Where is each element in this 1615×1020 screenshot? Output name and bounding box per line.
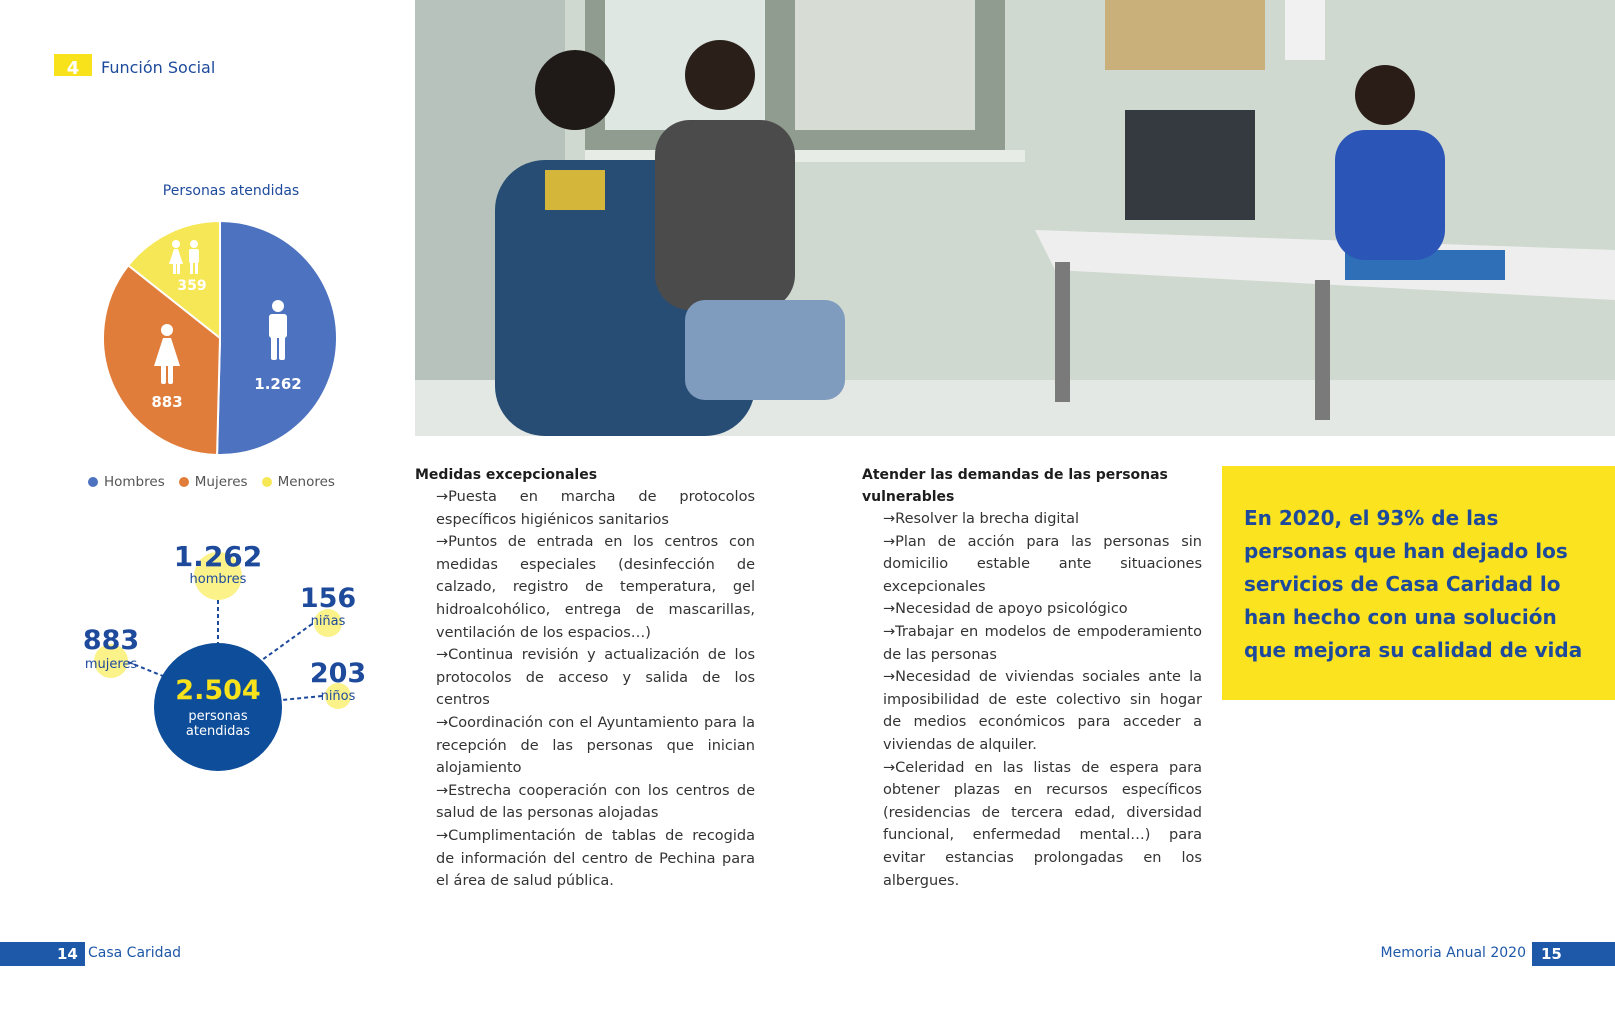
column2-list bbox=[862, 508, 1202, 892]
bubble-value-hombres: 1.262 bbox=[173, 540, 263, 573]
list-item: →Coordinación con el Ayuntamiento para la recepción de las personas que inician alojamiento bbox=[436, 714, 755, 777]
bubble-label-mujeres: mujeres bbox=[84, 657, 138, 672]
legend-item-mujeres bbox=[179, 474, 248, 490]
bubble-value-mujeres: 883 bbox=[82, 625, 140, 656]
bubble-value-ninas: 156 bbox=[299, 583, 357, 614]
highlight-box bbox=[1222, 466, 1615, 700]
bubble-value-ninos: 203 bbox=[309, 658, 367, 689]
pie-label-hombres: 1.262 bbox=[254, 375, 302, 393]
list-item: →Puesta en marcha de protocolos específicos higiénicos sanitarios bbox=[436, 489, 755, 528]
legend-label: Menores bbox=[277, 474, 335, 490]
list-item: →Puntos de entrada en los centros con medidas especiales (desinfección de calzado, registro de temperatura, gel hidroalcohólico, entrega de mascarillas, ventilación de los espacios…) bbox=[436, 534, 755, 641]
pie-title: Personas atendidas bbox=[162, 183, 300, 199]
bubble-diagram bbox=[70, 540, 370, 780]
list-item: →Trabajar en modelos de empoderamiento de las personas bbox=[883, 623, 1202, 663]
column2-title bbox=[862, 464, 1202, 508]
legend-dot-hombres bbox=[88, 477, 98, 487]
footer-right-text: Memoria Anual 2020 bbox=[1380, 945, 1526, 961]
bubble-label-total-line1: personas bbox=[188, 709, 248, 724]
footer-left-text: Casa Caridad bbox=[88, 945, 182, 961]
pie-legend bbox=[88, 474, 335, 490]
bubble-label-total-line2: atendidas bbox=[185, 724, 251, 739]
legend-dot-mujeres bbox=[179, 477, 189, 487]
section-number-badge: 4 bbox=[54, 54, 92, 76]
legend-dot-menores bbox=[262, 477, 272, 487]
column2-title-line1: Atender las demandas de las personas bbox=[862, 467, 1168, 483]
column2-title-line2: vulnerables bbox=[862, 489, 955, 505]
legend-label: Hombres bbox=[104, 474, 165, 490]
pie-label-menores: 359 bbox=[177, 278, 207, 294]
section-title: Función Social bbox=[101, 58, 216, 77]
list-item: →Resolver la brecha digital bbox=[883, 511, 1080, 527]
connector-ninas bbox=[262, 624, 312, 660]
bubble-label-ninas: niñas bbox=[310, 614, 346, 629]
legend-label: Mujeres bbox=[194, 474, 248, 490]
total-bubble bbox=[154, 643, 282, 771]
pie-label-mujeres: 883 bbox=[151, 393, 183, 411]
bubble-label-total bbox=[153, 709, 283, 739]
list-item: →Necesidad de viviendas sociales ante la imposibilidad de este colectivo sin hogar de medios económicos para acceder a viviendas de alquiler. bbox=[883, 669, 1202, 753]
list-item: →Cumplimentación de tablas de recogida de información del centro de Pechina para el área de salud pública. bbox=[436, 827, 755, 890]
list-item: →Estrecha cooperación con los centros de salud de las personas alojadas bbox=[436, 782, 755, 822]
legend-item-hombres bbox=[88, 474, 165, 490]
bubble-label-hombres: hombres bbox=[189, 572, 247, 587]
page-number-left: 14 bbox=[57, 945, 78, 963]
legend-item-menores bbox=[262, 474, 335, 490]
list-item: →Plan de acción para las personas sin domicilio estable ante situaciones excepcionales bbox=[883, 533, 1202, 595]
highlight-text: En 2020, el 93% de las personas que han dejado los servicios de Casa Caridad lo han hecho con una solución que mejora su calidad de vida bbox=[1244, 506, 1583, 662]
persons-pie-chart bbox=[100, 218, 340, 458]
list-item: →Necesidad de apoyo psicológico bbox=[883, 601, 1128, 618]
page-number-right: 15 bbox=[1541, 945, 1562, 963]
column1-list bbox=[415, 486, 755, 893]
column-atender-demandas bbox=[862, 464, 1202, 892]
list-item: →Celeridad en las listas de espera para obtener plazas en recursos específicos (residencias de tercera edad, diversidad funcional, enfermedad mental…) para evitar estancias prolongadas en los albergues. bbox=[883, 759, 1202, 889]
column-medidas-excepcionales bbox=[415, 464, 755, 893]
column1-title: Medidas excepcionales bbox=[415, 467, 598, 483]
list-item: →Continua revisión y actualización de los protocolos de acceso y salida de los centros bbox=[436, 647, 755, 709]
bubble-label-ninos: niños bbox=[320, 689, 356, 704]
office-photo bbox=[415, 0, 1615, 436]
bubble-value-total: 2.504 bbox=[175, 675, 261, 706]
